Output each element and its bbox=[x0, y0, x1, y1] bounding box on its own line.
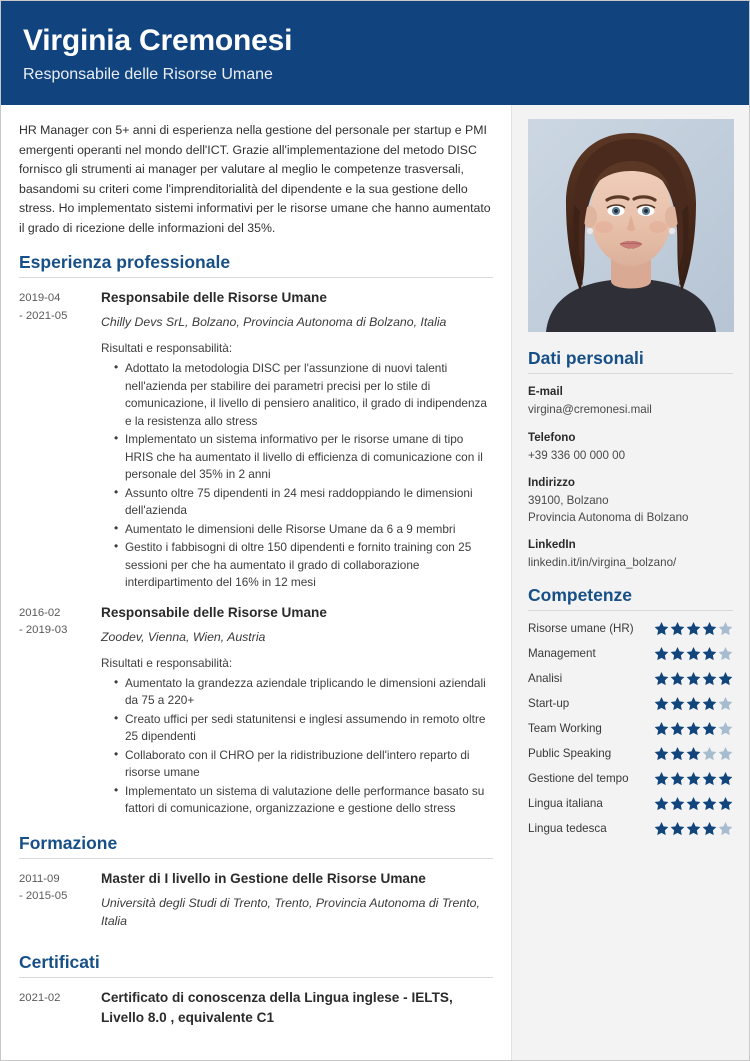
portrait-photo-icon bbox=[528, 119, 734, 332]
star-filled-icon bbox=[702, 721, 717, 736]
entry-item bbox=[19, 603, 493, 819]
divider bbox=[19, 977, 493, 978]
star-filled-icon bbox=[718, 771, 733, 786]
contact-value[interactable]: +39 336 00 000 00 bbox=[528, 448, 626, 462]
entry-date-start: 2016-02 bbox=[19, 606, 61, 619]
skill-rating-stars bbox=[654, 746, 733, 761]
star-filled-icon bbox=[670, 771, 685, 786]
list-item: • Implementato un sistema di valutazione delle performance basato su fattori di comunicazione, organizzazione e gestione dello stress bbox=[116, 783, 493, 818]
star-empty-icon bbox=[702, 746, 717, 761]
star-filled-icon bbox=[702, 821, 717, 836]
star-filled-icon bbox=[686, 696, 701, 711]
section-certificates bbox=[19, 950, 493, 1033]
contact-block bbox=[528, 430, 733, 465]
entry-date-end: - 2019-03 bbox=[19, 624, 68, 636]
skill-name: Analisi bbox=[528, 671, 563, 685]
contact-value[interactable]: virgina@cremonesi.mail bbox=[528, 403, 652, 416]
contact-label: LinkedIn bbox=[528, 538, 576, 551]
star-filled-icon bbox=[654, 646, 669, 661]
resume-body bbox=[1, 105, 749, 1061]
contact-value[interactable]: 39100, Bolzano bbox=[528, 494, 609, 507]
list-item: • Assunto oltre 75 dipendenti in 24 mesi raddoppiando le dimensioni dell'azienda bbox=[116, 485, 493, 520]
skill-row bbox=[528, 746, 733, 762]
star-filled-icon bbox=[718, 796, 733, 811]
entry-date-start: 2021-02 bbox=[19, 991, 61, 1004]
list-item: • Aumentato la grandezza aziendale triplicando le dimensioni aziendali da 75 a 220+ bbox=[116, 675, 493, 710]
star-filled-icon bbox=[702, 621, 717, 636]
list-item: • Creato uffici per sedi statunitensi e inglesi assumendo in remoto oltre 25 dipendenti bbox=[116, 711, 493, 746]
star-filled-icon bbox=[686, 671, 701, 686]
star-filled-icon bbox=[670, 646, 685, 661]
skill-row bbox=[528, 621, 733, 637]
contact-value[interactable]: Provincia Autonoma di Bolzano bbox=[528, 510, 689, 524]
divider bbox=[528, 373, 733, 374]
skill-row bbox=[528, 696, 733, 712]
entry-date-end: - 2015-05 bbox=[19, 890, 68, 902]
skill-name: Lingua italiana bbox=[528, 796, 603, 810]
entry-title: Certificato di conoscenza della Lingua inglese - IELTS, Livello 8.0 , equivalente C1 bbox=[101, 989, 453, 1025]
avatar bbox=[528, 119, 734, 332]
professional-summary: HR Manager con 5+ anni di esperienza nella gestione del personale per startup e PMI emergenti operanti nel mondo dell'ICT. Grazie all'implementazione del metodo DISC fornisco gli strumenti ai manager per valutare al meglio le competenze trasversali, basandomi su criteri come l'imprenditorialità del dipendente e la sua gestione dello stress. Ho implementato sistemi informativi per le risorse umane che hanno aumentato il grado di ricezione delle informazioni del 35%. bbox=[19, 123, 491, 235]
header-subtitle: Responsabile delle Risorse Umane bbox=[23, 66, 273, 83]
star-filled-icon bbox=[654, 721, 669, 736]
section-title-certificates: Certificati bbox=[19, 951, 100, 972]
star-filled-icon bbox=[702, 646, 717, 661]
education-entries bbox=[19, 869, 493, 938]
entry-item bbox=[19, 288, 493, 593]
star-filled-icon bbox=[686, 646, 701, 661]
section-skills bbox=[528, 583, 733, 837]
star-filled-icon bbox=[670, 721, 685, 736]
divider bbox=[19, 277, 493, 278]
entry-dates bbox=[19, 988, 101, 1033]
skill-name: Public Speaking bbox=[528, 746, 612, 760]
star-filled-icon bbox=[670, 746, 685, 761]
star-filled-icon bbox=[702, 696, 717, 711]
contact-value[interactable]: linkedin.it/in/virgina_bolzano/ bbox=[528, 556, 677, 569]
star-filled-icon bbox=[686, 821, 701, 836]
star-filled-icon bbox=[654, 796, 669, 811]
skill-row bbox=[528, 796, 733, 812]
star-empty-icon bbox=[718, 821, 733, 836]
page-title: Virginia Cremonesi bbox=[23, 24, 293, 57]
contact-fields bbox=[528, 384, 733, 572]
entry-body bbox=[101, 988, 493, 1033]
section-title-personal-data: Dati personali bbox=[528, 348, 644, 368]
skill-name: Team Working bbox=[528, 721, 602, 735]
entry-subtitle: Università degli Studi di Trento, Trento, Provincia Autonoma di Trento, Italia bbox=[101, 895, 480, 928]
resume-header bbox=[1, 1, 749, 105]
section-education bbox=[19, 831, 493, 938]
entry-lead: Risultati e responsabilità: bbox=[101, 655, 233, 670]
star-filled-icon bbox=[702, 771, 717, 786]
star-filled-icon bbox=[686, 771, 701, 786]
divider bbox=[528, 610, 733, 611]
skill-rating-stars bbox=[654, 671, 733, 686]
star-empty-icon bbox=[718, 721, 733, 736]
entry-title: Master di I livello in Gestione delle Risorse Umane bbox=[101, 870, 426, 886]
section-personal-data bbox=[528, 346, 733, 572]
star-filled-icon bbox=[654, 821, 669, 836]
skill-row bbox=[528, 646, 733, 662]
contact-block bbox=[528, 475, 733, 526]
star-filled-icon bbox=[686, 746, 701, 761]
entry-date-start: 2011-09 bbox=[19, 872, 60, 885]
entry-body bbox=[101, 603, 493, 819]
skill-list bbox=[528, 621, 733, 837]
star-filled-icon bbox=[670, 696, 685, 711]
sidebar-column bbox=[511, 105, 749, 1061]
contact-block bbox=[528, 537, 733, 572]
star-empty-icon bbox=[718, 646, 733, 661]
skill-rating-stars bbox=[654, 796, 733, 811]
entry-item bbox=[19, 988, 493, 1033]
list-item: • Gestito i fabbisogni di oltre 150 dipendenti e fornito training con 25 sessioni per che ha aumentato il grado di collaborazione interdipartimento del 16% in 12 mesi bbox=[116, 539, 493, 592]
entry-body bbox=[101, 288, 493, 593]
star-filled-icon bbox=[654, 621, 669, 636]
entry-dates bbox=[19, 288, 101, 593]
skill-rating-stars bbox=[654, 771, 733, 786]
star-empty-icon bbox=[718, 746, 733, 761]
entry-subtitle: Zoodev, Vienna, Wien, Austria bbox=[101, 629, 266, 644]
entry-date-start: 2019-04 bbox=[19, 292, 61, 304]
entry-title: Responsabile delle Risorse Umane bbox=[101, 290, 327, 305]
skill-rating-stars bbox=[654, 621, 733, 636]
star-filled-icon bbox=[686, 796, 701, 811]
star-filled-icon bbox=[654, 671, 669, 686]
entry-lead: Risultati e responsabilità: bbox=[101, 341, 233, 355]
entry-bullet-list bbox=[101, 360, 493, 592]
section-title-skills: Competenze bbox=[528, 584, 633, 605]
certificate-entries bbox=[19, 988, 493, 1033]
skill-name: Lingua tedesca bbox=[528, 821, 607, 835]
list-item: • Aumentato le dimensioni delle Risorse Umane da 6 a 9 membri bbox=[116, 521, 493, 539]
star-filled-icon bbox=[702, 671, 717, 686]
contact-block bbox=[528, 384, 733, 419]
entry-date-end: - 2021-05 bbox=[19, 309, 68, 322]
contact-label: Indirizzo bbox=[528, 476, 576, 489]
section-title-education: Formazione bbox=[19, 832, 118, 853]
entry-dates bbox=[19, 603, 101, 819]
star-empty-icon bbox=[718, 696, 733, 711]
contact-label: E-mail bbox=[528, 385, 563, 398]
star-filled-icon bbox=[654, 746, 669, 761]
section-experience bbox=[19, 250, 493, 819]
skill-rating-stars bbox=[654, 646, 733, 661]
entry-item bbox=[19, 869, 493, 938]
skill-row bbox=[528, 821, 733, 837]
star-filled-icon bbox=[686, 621, 701, 636]
star-filled-icon bbox=[670, 821, 685, 836]
star-filled-icon bbox=[670, 796, 685, 811]
skill-row bbox=[528, 721, 733, 737]
star-filled-icon bbox=[686, 721, 701, 736]
list-item: • Implementato un sistema informativo per le risorse umane di tipo HRIS che ha aumentato il livello di efficienza di comunicazione con il personale del 35% in 2 anni bbox=[116, 431, 493, 484]
skill-row bbox=[528, 771, 733, 787]
entry-subtitle: Chilly Devs SrL, Bolzano, Provincia Autonoma di Bolzano, Italia bbox=[101, 315, 447, 329]
star-filled-icon bbox=[654, 696, 669, 711]
skill-row bbox=[528, 671, 733, 687]
skill-rating-stars bbox=[654, 696, 733, 711]
skill-rating-stars bbox=[654, 721, 733, 736]
list-item: • Collaborato con il CHRO per la ridistribuzione dell'intero reparto di risorse umane bbox=[116, 747, 493, 782]
entry-bullet-list bbox=[101, 675, 493, 818]
skill-name: Gestione del tempo bbox=[528, 771, 629, 785]
contact-label: Telefono bbox=[528, 430, 576, 444]
star-filled-icon bbox=[670, 621, 685, 636]
skill-name: Start-up bbox=[528, 696, 570, 710]
main-column bbox=[1, 105, 511, 1061]
section-title-experience: Esperienza professionale bbox=[19, 252, 231, 272]
entry-dates bbox=[19, 869, 101, 938]
experience-entries bbox=[19, 288, 493, 819]
star-filled-icon bbox=[718, 671, 733, 686]
entry-body bbox=[101, 869, 493, 938]
entry-title: Responsabile delle Risorse Umane bbox=[101, 604, 327, 620]
skill-name: Management bbox=[528, 646, 596, 660]
skill-name: Risorse umane (HR) bbox=[528, 621, 634, 635]
star-filled-icon bbox=[670, 671, 685, 686]
list-item: • Adottato la metodologia DISC per l'assunzione di nuovi talenti nell'azienda per stabilire dei parametri precisi per lo stile di comunicazione, il livello di pensiero analitico, il grado di indipendenza e la resistenza allo stress bbox=[116, 360, 493, 430]
skill-rating-stars bbox=[654, 821, 733, 836]
star-empty-icon bbox=[718, 621, 733, 636]
star-filled-icon bbox=[654, 771, 669, 786]
divider bbox=[19, 858, 493, 859]
star-filled-icon bbox=[702, 796, 717, 811]
